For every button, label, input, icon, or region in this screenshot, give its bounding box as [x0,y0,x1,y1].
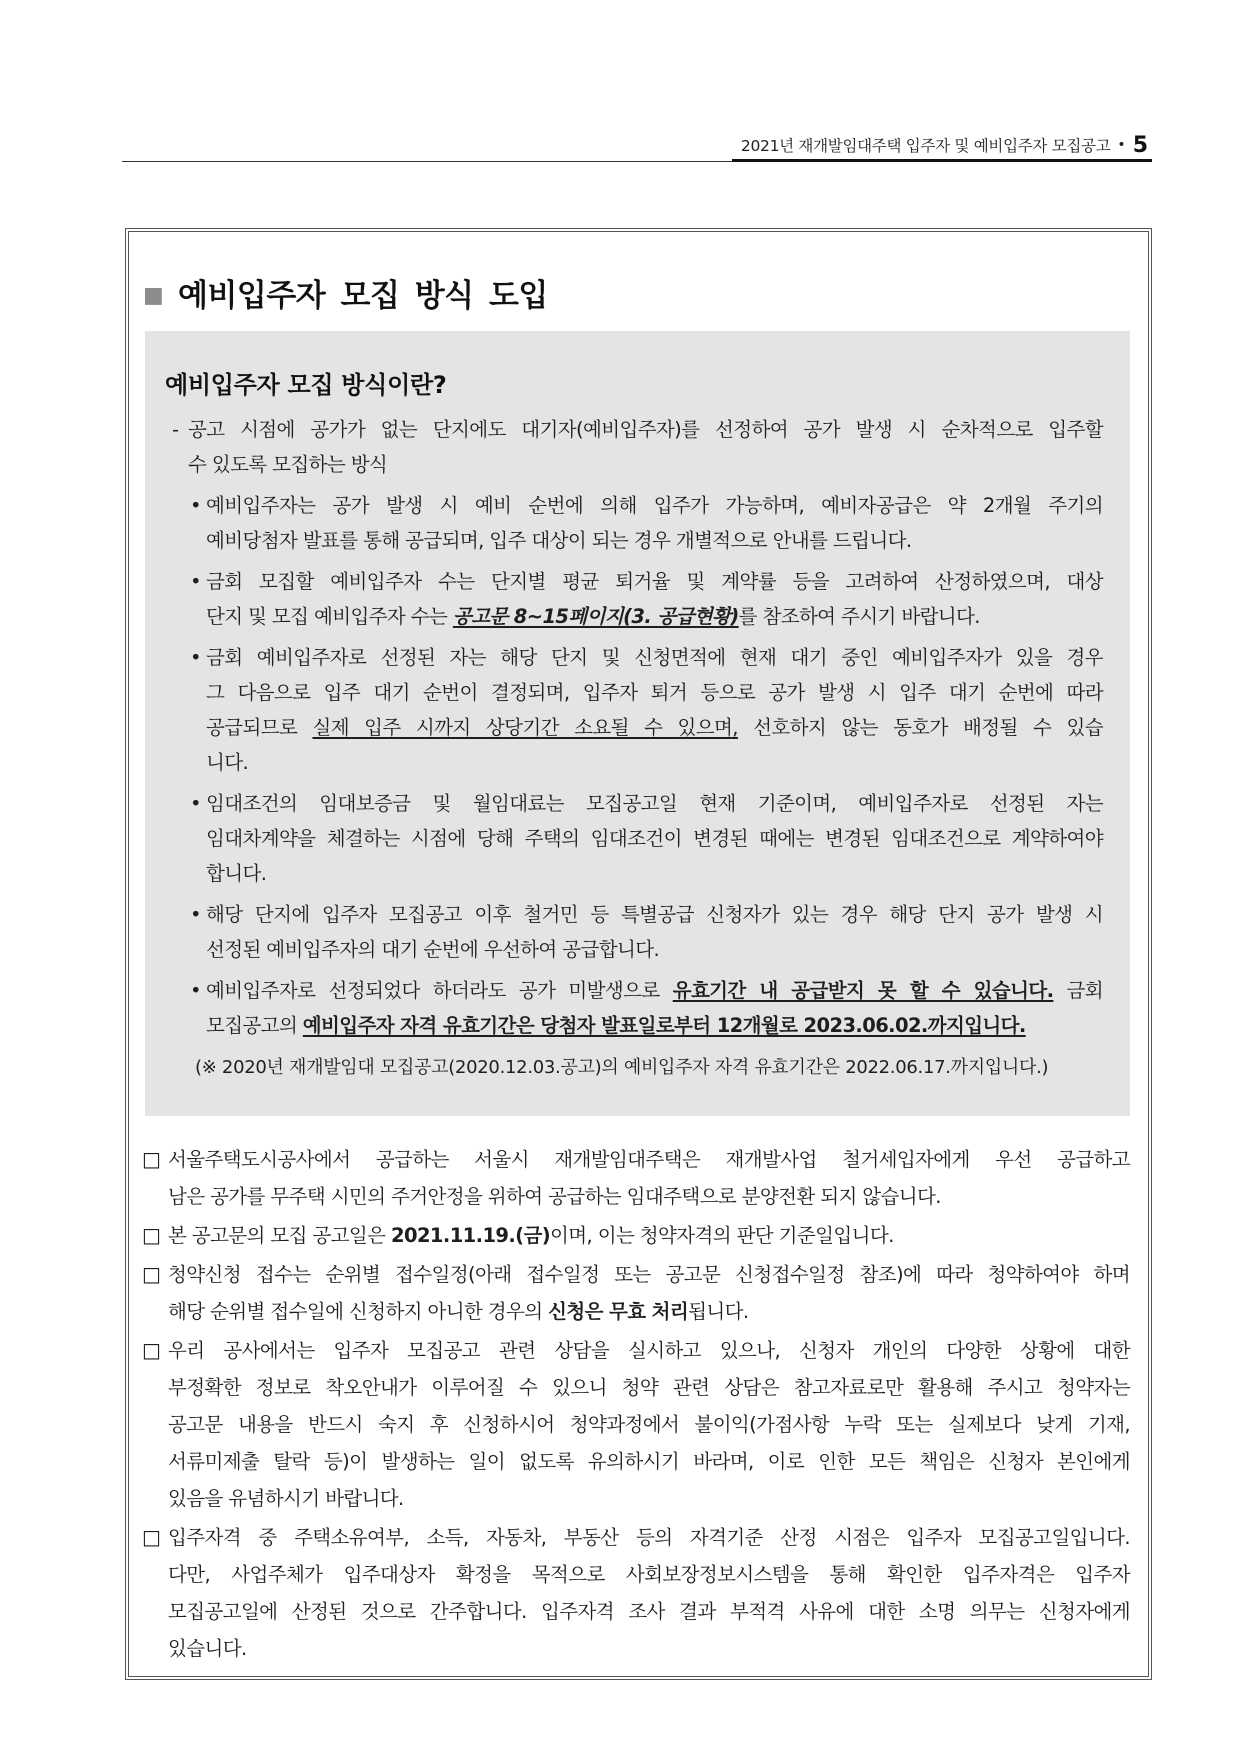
checkbox-square-icon: □ [142,1147,161,1171]
line-text: 예비입주자로 선정되었다 하더라도 공가 미발생으로 [206,979,673,1002]
notice-line: 있습니다. [168,1637,247,1660]
bullet-marker: • [190,979,202,1002]
checkbox-square-icon: □ [142,1262,161,1286]
header-separator: • [1117,137,1126,153]
section-title: 예비입주자 모집 방식 도입 [178,278,548,314]
bullet-line: 금회 모집할 예비입주자 수는 단지별 평균 퇴거율 및 계약률 등을 고려하여 산정하였으며, 대상 [206,570,1103,593]
header-rule-accent [732,159,1152,162]
bullet-line [206,710,1103,745]
line-text: 됩니다. [688,1300,749,1323]
notice-item [142,1332,1130,1517]
bullet-item [190,786,1103,891]
bullet-line: 예비입주자는 공가 발생 시 예비 순번에 의해 입주가 가능하며, 예비자공급은 약 2개월 주기의 [206,494,1103,517]
bullet-item [190,640,1103,780]
notice-line: 부정확한 정보로 착오안내가 이루어질 수 있으니 청약 관련 상담은 참고자료로만 활용해 주시고 청약자는 [168,1376,1130,1399]
line-text: 본 공고문의 모집 공고일은 [168,1224,392,1247]
notice-line: 청약신청 접수는 순위별 접수일정(아래 접수일정 또는 공고문 신청접수일정 참조)에 따라 청약하여야 하며 [168,1263,1130,1286]
line-text: 선호하지 않는 동호가 배정될 수 있습 [737,716,1103,739]
page-number: 5 [1132,132,1148,158]
checkbox-square-icon: □ [142,1525,161,1549]
line-text: 모집공고의 [206,1014,303,1037]
definition-line: 공고 시점에 공가가 없는 단지에도 대기자(예비입주자)를 선정하여 공가 발생 시 순차적으로 입주할 [188,418,1103,441]
running-header [741,131,1148,159]
checkbox-square-icon: □ [142,1338,161,1362]
panel-note: (※ 2020년 재개발임대 모집공고(2020.12.03.공고)의 예비입주자 자격 유효기간은 2022.06.17.까지입니다.) [195,1057,1049,1078]
bullet-line: 임대조건의 임대보증금 및 월임대료는 모집공고일 현재 기준이며, 예비입주자로 선정된 자는 [206,792,1103,815]
notice-line: 우리 공사에서는 입주자 모집공고 관련 상담을 실시하고 있으나, 신청자 개인의 다양한 상황에 대한 [168,1339,1130,1362]
document-title: 2021년 재개발임대주택 입주자 및 예비입주자 모집공고 [740,137,1111,155]
definition [172,412,1103,482]
bullet-line: 예비당첨자 발표를 통해 공급되며, 입주 대상이 되는 경우 개별적으로 안내를 드립니다. [206,529,912,552]
notice-line: 서류미제출 탈락 등)이 발생하는 일이 없도록 유의하시기 바라며, 이로 인한 모든 책임은 신청자 본인에게 [168,1450,1130,1473]
line-text: 를 참조하여 주시기 바랍니다. [738,605,980,628]
invalid-application-text: 신청은 무효 처리 [548,1300,689,1323]
notice-item [142,1256,1130,1330]
bullet-marker: • [190,570,202,593]
square-bullet-icon: ■ [143,283,164,308]
line-text: 단지 및 모집 예비입주자 수는 [206,605,453,628]
notice-item [142,1519,1130,1667]
notice-line: 공고문 내용을 반드시 숙지 후 신청하시어 청약과정에서 불이익(가점사항 누락 또는 실제보다 낮게 기재, [168,1413,1130,1436]
bullet-line [206,1008,1103,1043]
panel-subtitle: 예비입주자 모집 방식이란? [165,371,447,399]
bullet-line: 해당 단지에 입주자 모집공고 이후 철거민 등 특별공급 신청자가 있는 경우 해당 단지 공가 발생 시 [206,903,1103,926]
bullet-marker: • [190,903,202,926]
bullet-line: 선정된 예비입주자의 대기 순번에 우선하여 공급합니다. [206,938,660,961]
bullet-marker: • [190,646,202,669]
notice-line: 있음을 유념하시기 바랍니다. [168,1487,404,1510]
intro-panel [145,331,1130,1116]
validity-period: 예비입주자 자격 유효기간은 당첨자 발표일로부터 12개월로 2023.06.02.까지입니다. [302,1014,1026,1037]
definition-line: 수 있도록 모집하는 방식 [188,453,388,476]
bullet-item [190,897,1103,967]
notice-line: 모집공고일에 산정된 것으로 간주합니다. 입주자격 조사 결과 부적격 사유에 대한 소명 의무는 신청자에게 [168,1600,1130,1623]
line-text: 이며, 이는 청약자격의 판단 기준일입니다. [550,1224,894,1247]
dash-marker: - [172,418,180,441]
bullet-line [206,599,1103,634]
bullet-line: 니다. [206,751,249,774]
validity-warning: 유효기간 내 공급받지 못 할 수 있습니다. [672,979,1054,1002]
notice-item [142,1141,1130,1215]
notice-line [168,1217,1130,1254]
bullet-line: 임대차계약을 체결하는 시점에 당해 주택의 임대조건이 변경된 때에는 변경된 임대조건으로 계약하여야 [206,827,1103,850]
bullet-line [206,973,1103,1008]
page-reference: 공고문 8~15페이지(3. 공급현황) [452,605,739,628]
line-text: 해당 순위별 접수일에 신청하지 아니한 경우의 [168,1300,549,1323]
bullet-marker: • [190,792,202,815]
bullet-line: 그 다음으로 입주 대기 순번이 결정되며, 입주자 퇴거 등으로 공가 발생 시 입주 대기 순번에 따라 [206,681,1103,704]
notice-line: 남은 공가를 무주택 시민의 주거안정을 위하여 공급하는 임대주택으로 분양전환 되지 않습니다. [168,1185,941,1208]
underlined-warning: 실제 입주 시까지 상당기간 소요될 수 있으며, [312,716,738,739]
bullet-item [190,564,1103,634]
announcement-date: 2021.11.19.(금) [391,1224,551,1247]
checkbox-square-icon: □ [142,1223,161,1247]
section-heading [143,278,548,314]
notice-line: 입주자격 중 주택소유여부, 소득, 자동차, 부동산 등의 자격기준 산정 시점은 입주자 모집공고일입니다. [168,1526,1130,1549]
notice-line: 서울주택도시공사에서 공급하는 서울시 재개발임대주택은 재개발사업 철거세입자에게 우선 공급하고 [168,1148,1130,1171]
notice-item [142,1217,1130,1254]
bullet-item [190,488,1103,558]
notice-line: 다만, 사업주체가 입주대상자 확정을 목적으로 사회보장정보시스템을 통해 확인한 입주자격은 입주자 [168,1563,1130,1586]
line-text: 공급되므로 [206,716,313,739]
bullet-item [190,973,1103,1043]
notice-list [142,1141,1130,1667]
bullet-line: 금회 예비입주자로 선정된 자는 해당 단지 및 신청면적에 현재 대기 중인 예비입주자가 있을 경우 [206,646,1103,669]
line-text: 금회 [1053,979,1103,1002]
bullet-marker: • [190,494,202,517]
notice-line [168,1293,1130,1330]
bullet-line: 합니다. [206,862,267,885]
